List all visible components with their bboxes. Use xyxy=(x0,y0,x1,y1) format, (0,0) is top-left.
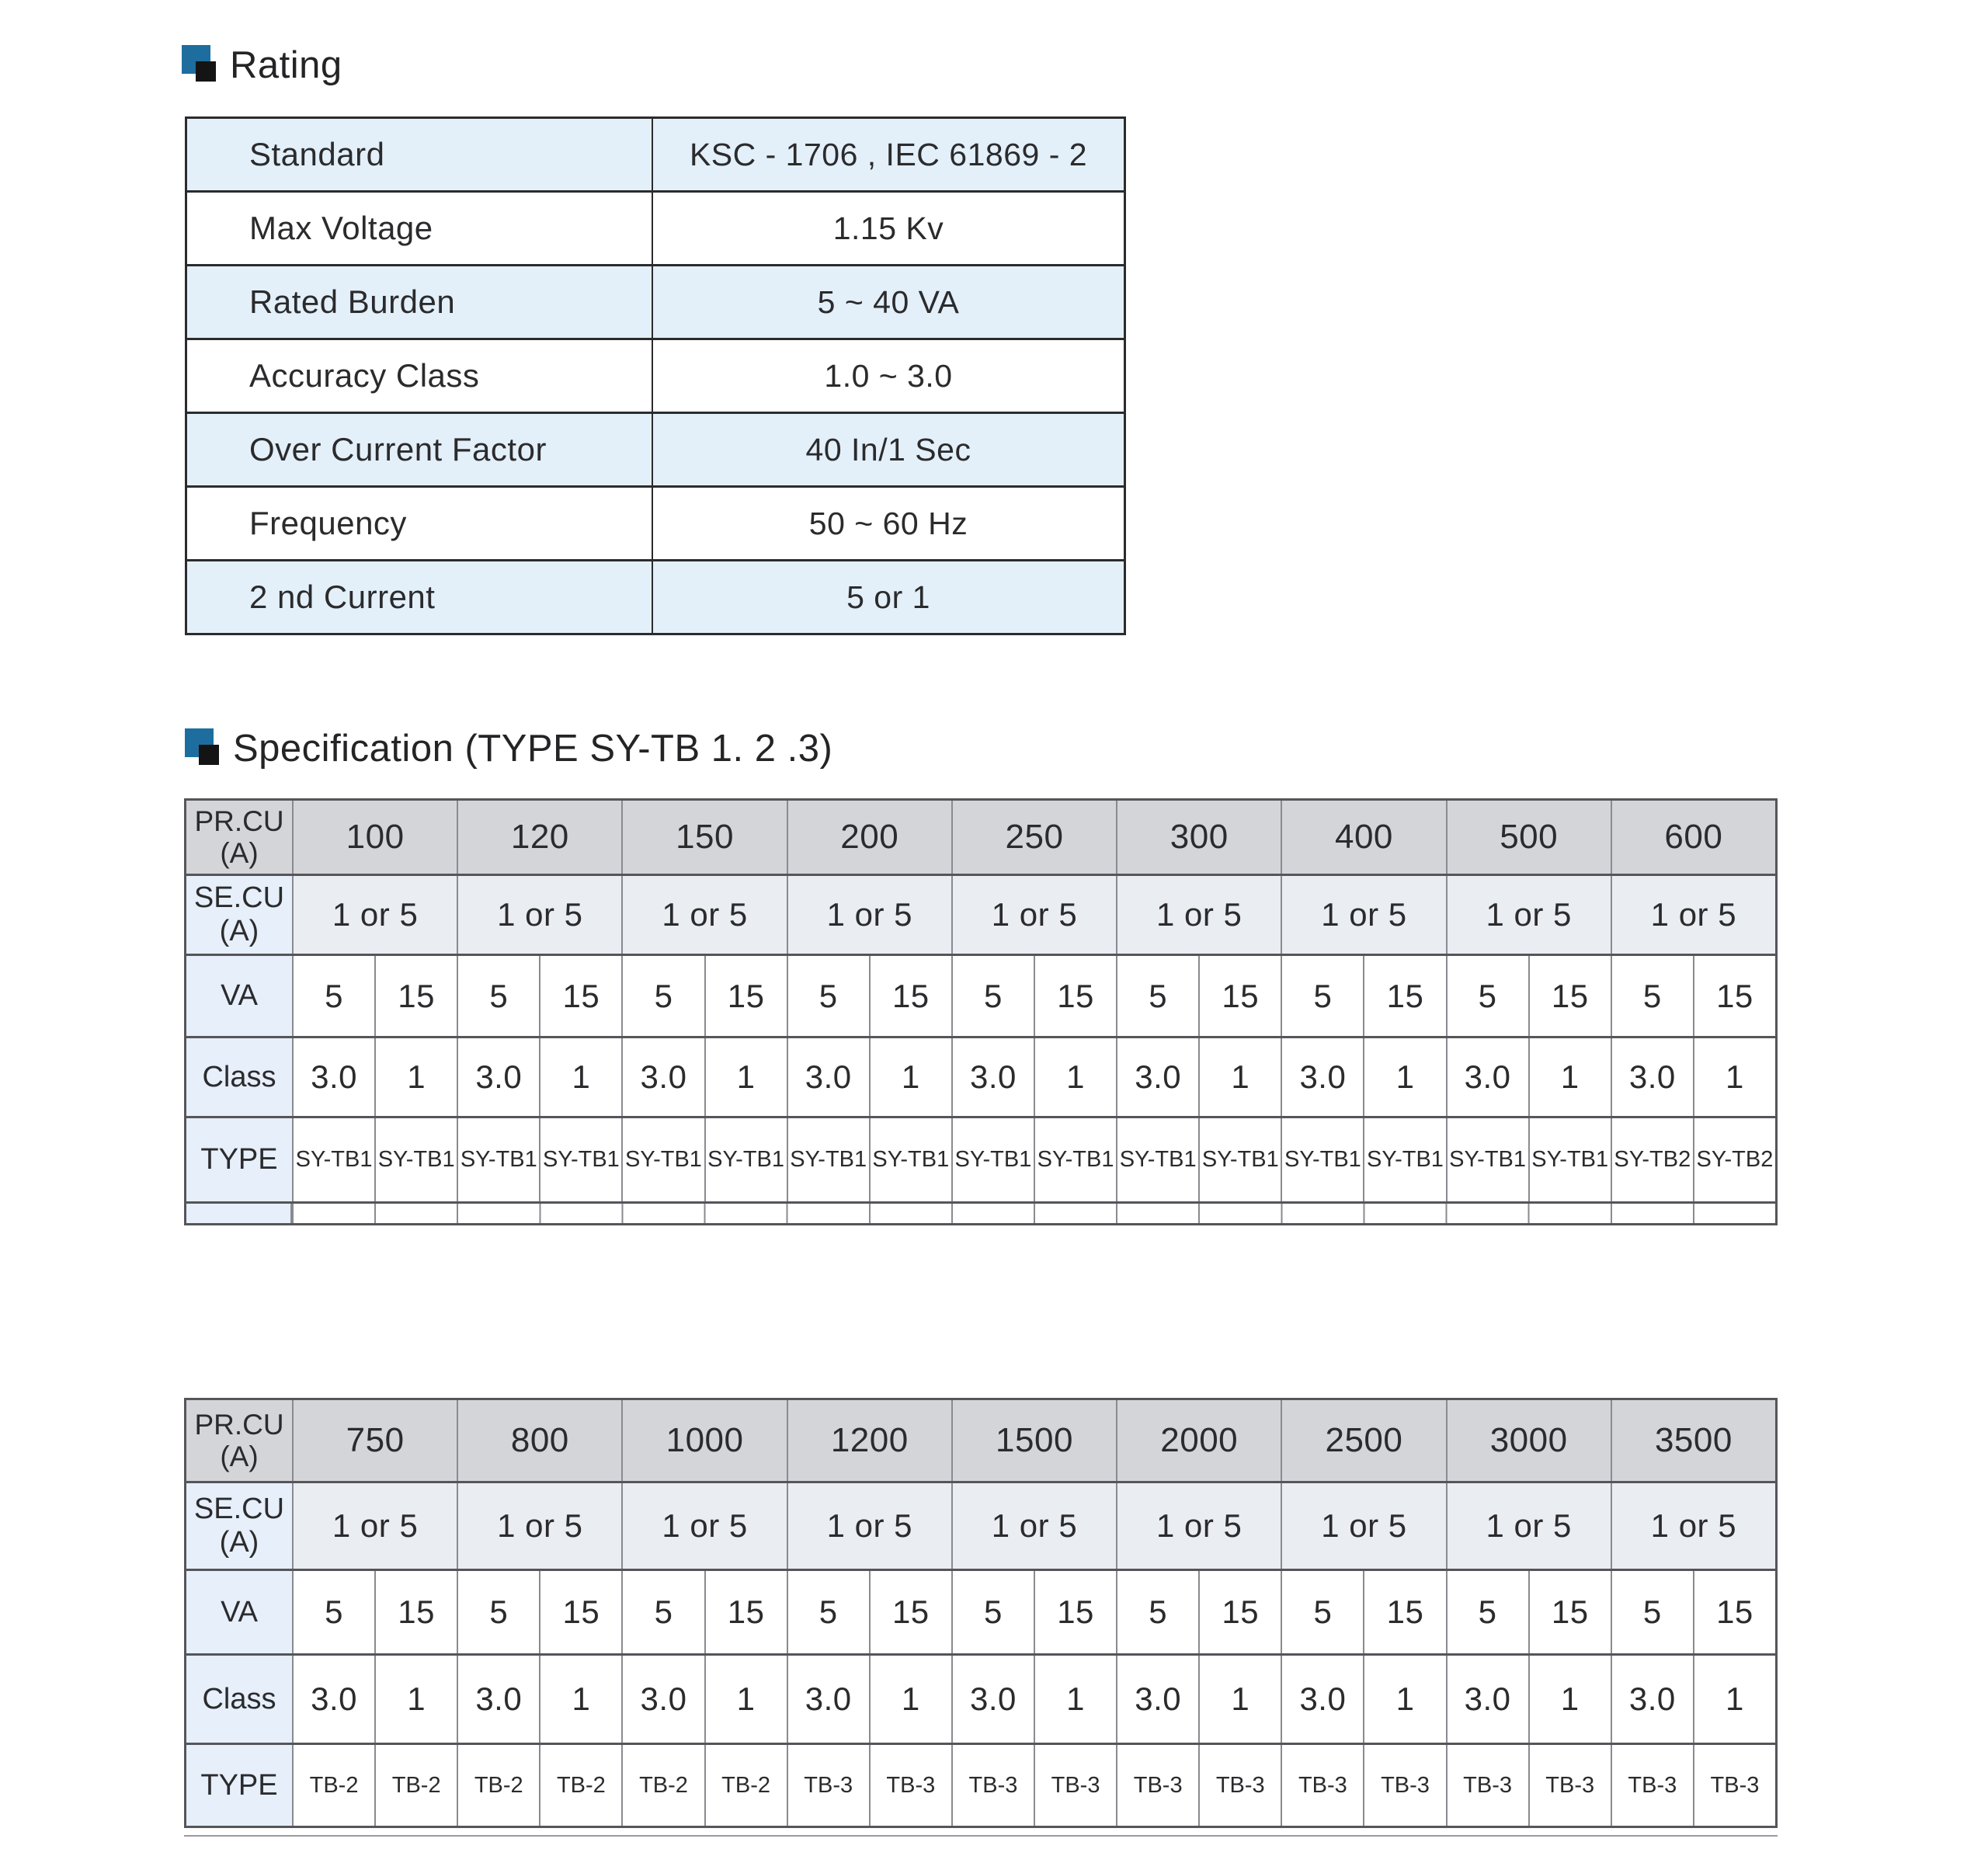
type-value: TB-2 xyxy=(292,1745,374,1826)
specification-title: Specification (TYPE SY-TB 1. 2 .3) xyxy=(233,728,833,770)
primary-current-value: 400 xyxy=(1281,801,1445,874)
va-value: 5 xyxy=(457,1571,539,1653)
class-value: 1 xyxy=(1034,1656,1116,1743)
rating-row-value: 40 In/1 Sec xyxy=(805,431,971,467)
type-value: TB-3 xyxy=(1198,1745,1281,1826)
type-value: SY-TB1 xyxy=(1446,1118,1528,1201)
secondary-current-value: 1 or 5 xyxy=(1611,876,1775,954)
class-value: 1 xyxy=(1198,1656,1281,1743)
class-value: 3.0 xyxy=(787,1038,869,1116)
primary-current-value: 100 xyxy=(292,801,457,874)
secondary-current-value: 1 or 5 xyxy=(292,876,457,954)
primary-current-label-line1: PR.CU xyxy=(194,1408,284,1441)
va-value: 5 xyxy=(951,956,1034,1036)
type-label: TYPE xyxy=(186,1118,292,1201)
rating-row xyxy=(187,264,1124,338)
class-row xyxy=(186,1036,1775,1116)
secondary-current-value: 1 or 5 xyxy=(1116,876,1281,954)
va-value: 15 xyxy=(1034,1571,1116,1653)
primary-current-value: 250 xyxy=(951,801,1116,874)
secondary-current-value: 1 or 5 xyxy=(787,1483,951,1569)
va-value: 15 xyxy=(1528,956,1611,1036)
rating-row xyxy=(187,190,1124,264)
secondary-current-value: 1 or 5 xyxy=(621,876,786,954)
va-value: 15 xyxy=(539,1571,621,1653)
secondary-current-row xyxy=(186,1481,1775,1569)
va-value: 15 xyxy=(1693,956,1775,1036)
class-row xyxy=(186,1653,1775,1743)
class-value: 1 xyxy=(374,1656,457,1743)
spec-table-1 xyxy=(184,798,1778,1225)
type-value: TB-3 xyxy=(1528,1745,1611,1826)
va-value: 5 xyxy=(1611,956,1693,1036)
class-value: 1 xyxy=(1363,1038,1445,1116)
va-value: 5 xyxy=(787,956,869,1036)
section-bullet-icon xyxy=(182,40,230,90)
rating-row-value: 50 ~ 60 Hz xyxy=(808,505,968,541)
type-value: TB-3 xyxy=(1446,1745,1528,1826)
va-value: 5 xyxy=(1446,956,1528,1036)
primary-current-label-line2: (A) xyxy=(220,837,259,869)
class-value: 1 xyxy=(869,1038,951,1116)
class-value: 1 xyxy=(374,1038,457,1116)
secondary-current-label xyxy=(186,876,292,954)
rating-section-title xyxy=(182,40,342,90)
type-value: SY-TB1 xyxy=(869,1118,951,1201)
type-value: SY-TB1 xyxy=(704,1118,787,1201)
rating-row xyxy=(187,338,1124,412)
secondary-current-value: 1 or 5 xyxy=(1446,876,1611,954)
class-value: 3.0 xyxy=(951,1656,1034,1743)
va-value: 5 xyxy=(787,1571,869,1653)
secondary-current-label-line1: SE.CU xyxy=(193,881,285,915)
class-value: 3.0 xyxy=(1116,1038,1198,1116)
primary-current-value: 1200 xyxy=(787,1400,951,1481)
section-bullet-icon xyxy=(185,724,233,773)
primary-current-value: 2000 xyxy=(1116,1400,1281,1481)
rating-row xyxy=(187,119,1124,190)
secondary-current-label-line1: SE.CU xyxy=(193,1493,285,1526)
secondary-current-value: 1 or 5 xyxy=(951,1483,1116,1569)
rating-row-label: Max Voltage xyxy=(187,193,653,264)
primary-current-value: 120 xyxy=(457,801,621,874)
type-value: SY-TB1 xyxy=(1034,1118,1116,1201)
va-row xyxy=(186,1569,1775,1653)
rating-row-label: Standard xyxy=(187,119,653,190)
rating-row-value: 5 or 1 xyxy=(846,579,930,615)
type-value: SY-TB1 xyxy=(1116,1118,1198,1201)
class-value: 1 xyxy=(704,1656,787,1743)
primary-current-row xyxy=(186,1400,1775,1481)
cutoff-row-label xyxy=(186,1204,292,1223)
type-value: SY-TB1 xyxy=(1198,1118,1281,1201)
va-row xyxy=(186,954,1775,1036)
type-value: SY-TB1 xyxy=(1528,1118,1611,1201)
type-value: SY-TB2 xyxy=(1611,1118,1693,1201)
class-value: 1 xyxy=(869,1656,951,1743)
class-value: 3.0 xyxy=(1446,1038,1528,1116)
class-value: 1 xyxy=(704,1038,787,1116)
va-value: 15 xyxy=(374,956,457,1036)
primary-current-label-line2: (A) xyxy=(220,1441,259,1472)
rating-row-label: Rated Burden xyxy=(187,266,653,338)
va-value: 15 xyxy=(1363,1571,1445,1653)
table2-bottom-line xyxy=(184,1835,1778,1837)
primary-current-value: 3500 xyxy=(1611,1400,1775,1481)
class-value: 3.0 xyxy=(1116,1656,1198,1743)
rating-row-label: 2 nd Current xyxy=(187,561,653,633)
class-value: 3.0 xyxy=(951,1038,1034,1116)
primary-current-value: 300 xyxy=(1116,801,1281,874)
rating-title: Rating xyxy=(230,44,342,86)
rating-row-label: Frequency xyxy=(187,488,653,559)
class-value: 3.0 xyxy=(1611,1038,1693,1116)
va-value: 15 xyxy=(869,956,951,1036)
va-value: 15 xyxy=(704,956,787,1036)
class-value: 1 xyxy=(1034,1038,1116,1116)
type-row xyxy=(186,1743,1775,1826)
primary-current-value: 150 xyxy=(621,801,786,874)
class-value: 3.0 xyxy=(1611,1656,1693,1743)
rating-row-label: Accuracy Class xyxy=(187,340,653,412)
secondary-current-value: 1 or 5 xyxy=(1281,876,1445,954)
black-square-icon xyxy=(199,745,219,765)
va-value: 15 xyxy=(374,1571,457,1653)
type-value: TB-3 xyxy=(1693,1745,1775,1826)
rating-row-value: KSC - 1706 , IEC 61869 - 2 xyxy=(689,136,1088,172)
type-value: TB-3 xyxy=(1116,1745,1198,1826)
rating-row xyxy=(187,559,1124,633)
va-value: 15 xyxy=(1363,956,1445,1036)
class-value: 1 xyxy=(1693,1038,1775,1116)
secondary-current-value: 1 or 5 xyxy=(292,1483,457,1569)
type-value: SY-TB1 xyxy=(539,1118,621,1201)
rating-row-value: 1.15 Kv xyxy=(832,210,944,246)
va-value: 5 xyxy=(1446,1571,1528,1653)
type-value: SY-TB1 xyxy=(374,1118,457,1201)
primary-current-value: 500 xyxy=(1446,801,1611,874)
class-value: 3.0 xyxy=(1281,1038,1363,1116)
secondary-current-label-line2: (A) xyxy=(219,915,259,947)
va-value: 5 xyxy=(1116,956,1198,1036)
va-value: 5 xyxy=(621,1571,704,1653)
primary-current-value: 1500 xyxy=(951,1400,1116,1481)
secondary-current-value: 1 or 5 xyxy=(951,876,1116,954)
class-label: Class xyxy=(186,1038,292,1116)
primary-current-label xyxy=(186,1400,292,1481)
secondary-current-value: 1 or 5 xyxy=(457,876,621,954)
type-value: TB-3 xyxy=(951,1745,1034,1826)
class-value: 3.0 xyxy=(621,1038,704,1116)
class-value: 1 xyxy=(1363,1656,1445,1743)
secondary-current-label-line2: (A) xyxy=(219,1526,259,1559)
type-row xyxy=(186,1116,1775,1201)
primary-current-value: 750 xyxy=(292,1400,457,1481)
type-value: TB-2 xyxy=(457,1745,539,1826)
type-value: SY-TB1 xyxy=(1363,1118,1445,1201)
class-value: 3.0 xyxy=(1446,1656,1528,1743)
type-value: TB-3 xyxy=(1611,1745,1693,1826)
secondary-current-label xyxy=(186,1483,292,1569)
rating-row-value: 5 ~ 40 VA xyxy=(817,283,960,320)
specification-section-title xyxy=(185,724,832,773)
va-value: 5 xyxy=(292,1571,374,1653)
class-value: 3.0 xyxy=(457,1656,539,1743)
type-value: TB-3 xyxy=(1281,1745,1363,1826)
primary-current-label xyxy=(186,801,292,874)
class-value: 3.0 xyxy=(621,1656,704,1743)
class-value: 3.0 xyxy=(457,1038,539,1116)
va-value: 15 xyxy=(1198,1571,1281,1653)
va-value: 15 xyxy=(1528,1571,1611,1653)
type-value: TB-2 xyxy=(621,1745,704,1826)
class-value: 1 xyxy=(1528,1656,1611,1743)
type-value: TB-2 xyxy=(374,1745,457,1826)
secondary-current-value: 1 or 5 xyxy=(1446,1483,1611,1569)
va-value: 15 xyxy=(1034,956,1116,1036)
secondary-current-value: 1 or 5 xyxy=(787,876,951,954)
type-value: SY-TB1 xyxy=(951,1118,1034,1201)
primary-current-value: 1000 xyxy=(621,1400,786,1481)
type-value: TB-2 xyxy=(539,1745,621,1826)
type-value: TB-3 xyxy=(1034,1745,1116,1826)
va-value: 5 xyxy=(621,956,704,1036)
type-value: TB-3 xyxy=(869,1745,951,1826)
secondary-current-value: 1 or 5 xyxy=(1281,1483,1445,1569)
class-value: 1 xyxy=(1528,1038,1611,1116)
type-value: SY-TB1 xyxy=(787,1118,869,1201)
rating-row-value: 1.0 ~ 3.0 xyxy=(824,357,953,394)
va-value: 5 xyxy=(951,1571,1034,1653)
class-value: 1 xyxy=(1198,1038,1281,1116)
secondary-current-row xyxy=(186,874,1775,954)
class-value: 3.0 xyxy=(292,1038,374,1116)
type-value: SY-TB2 xyxy=(1693,1118,1775,1201)
primary-current-value: 3000 xyxy=(1446,1400,1611,1481)
class-value: 3.0 xyxy=(292,1656,374,1743)
secondary-current-value: 1 or 5 xyxy=(621,1483,786,1569)
type-value: SY-TB1 xyxy=(457,1118,539,1201)
spec-table-2 xyxy=(184,1398,1778,1828)
class-value: 3.0 xyxy=(1281,1656,1363,1743)
primary-current-value: 200 xyxy=(787,801,951,874)
va-label: VA xyxy=(186,1571,292,1653)
rating-row xyxy=(187,412,1124,485)
black-square-icon xyxy=(196,61,216,82)
rating-table xyxy=(185,116,1126,635)
va-value: 5 xyxy=(1611,1571,1693,1653)
va-value: 15 xyxy=(1693,1571,1775,1653)
type-value: SY-TB1 xyxy=(621,1118,704,1201)
va-value: 5 xyxy=(1116,1571,1198,1653)
va-value: 5 xyxy=(1281,956,1363,1036)
secondary-current-value: 1 or 5 xyxy=(1611,1483,1775,1569)
cutoff-row-cells xyxy=(292,1204,1775,1223)
rating-row-label: Over Current Factor xyxy=(187,414,653,485)
class-value: 1 xyxy=(539,1656,621,1743)
class-label: Class xyxy=(186,1656,292,1743)
rating-row xyxy=(187,485,1124,559)
class-value: 1 xyxy=(539,1038,621,1116)
secondary-current-value: 1 or 5 xyxy=(1116,1483,1281,1569)
type-value: TB-3 xyxy=(1363,1745,1445,1826)
secondary-current-value: 1 or 5 xyxy=(457,1483,621,1569)
va-value: 15 xyxy=(869,1571,951,1653)
cutoff-row xyxy=(186,1201,1775,1223)
primary-current-label-line1: PR.CU xyxy=(194,805,284,837)
type-value: TB-3 xyxy=(787,1745,869,1826)
type-value: TB-2 xyxy=(704,1745,787,1826)
class-value: 3.0 xyxy=(787,1656,869,1743)
primary-current-value: 600 xyxy=(1611,801,1775,874)
type-label: TYPE xyxy=(186,1745,292,1826)
va-value: 15 xyxy=(1198,956,1281,1036)
class-value: 1 xyxy=(1693,1656,1775,1743)
primary-current-value: 800 xyxy=(457,1400,621,1481)
va-value: 15 xyxy=(539,956,621,1036)
va-label: VA xyxy=(186,956,292,1036)
primary-current-row xyxy=(186,801,1775,874)
primary-current-value: 2500 xyxy=(1281,1400,1445,1481)
va-value: 15 xyxy=(704,1571,787,1653)
va-value: 5 xyxy=(457,956,539,1036)
type-value: SY-TB1 xyxy=(1281,1118,1363,1201)
type-value: SY-TB1 xyxy=(292,1118,374,1201)
va-value: 5 xyxy=(292,956,374,1036)
va-value: 5 xyxy=(1281,1571,1363,1653)
